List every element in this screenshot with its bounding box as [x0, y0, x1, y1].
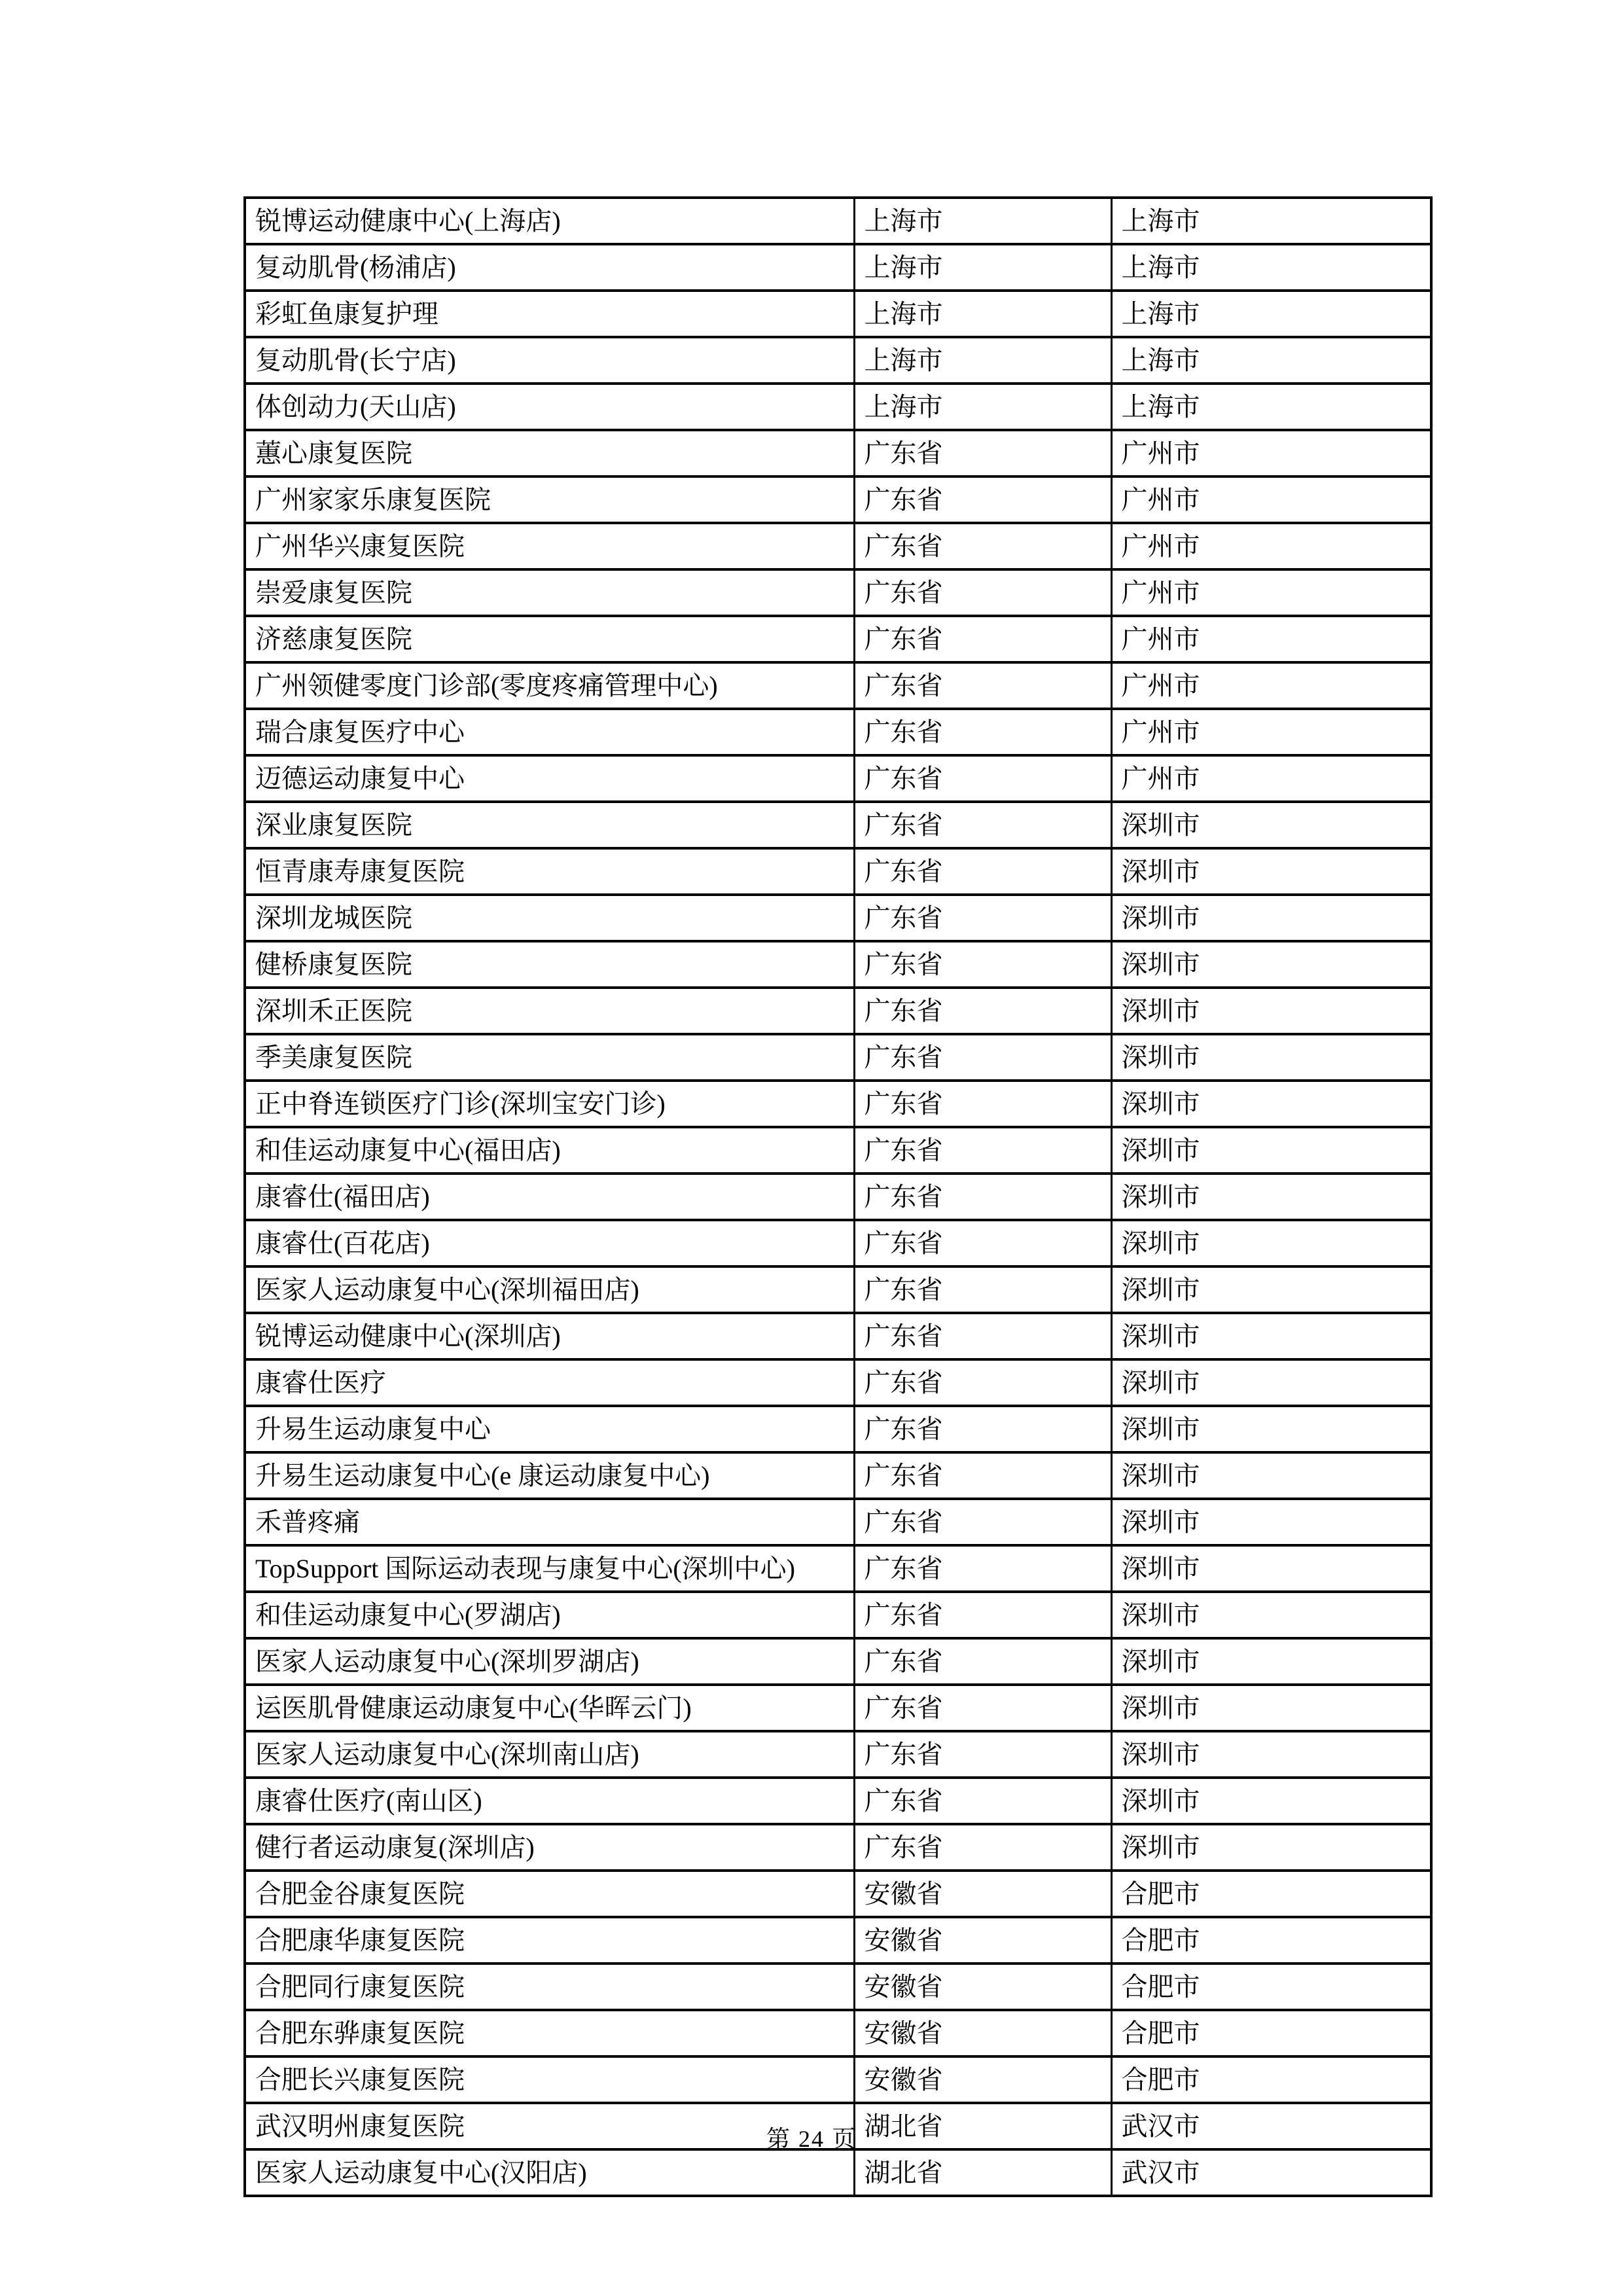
province-cell: 广东省	[854, 1824, 1111, 1871]
province-cell: 广东省	[854, 1499, 1111, 1545]
facility-name-cell: 武汉明州康复医院	[245, 2103, 854, 2149]
province-cell: 广东省	[854, 895, 1111, 941]
province-cell: 安徽省	[854, 1964, 1111, 2010]
table-row	[245, 1731, 1431, 1778]
facility-name-cell: 季美康复医院	[245, 1034, 854, 1081]
province-cell: 广东省	[854, 1174, 1111, 1220]
province-cell: 广东省	[854, 662, 1111, 709]
table-row	[245, 2056, 1431, 2103]
table-row	[245, 848, 1431, 895]
table-row	[245, 895, 1431, 941]
province-cell: 湖北省	[854, 2103, 1111, 2149]
province-cell: 广东省	[854, 569, 1111, 616]
facility-name-cell: 合肥长兴康复医院	[245, 2056, 854, 2103]
province-cell: 上海市	[854, 198, 1111, 244]
table-row	[245, 1871, 1431, 1917]
table-row	[245, 2149, 1431, 2196]
table-row	[245, 616, 1431, 662]
table-row	[245, 1638, 1431, 1685]
province-cell: 广东省	[854, 430, 1111, 476]
city-cell: 广州市	[1111, 755, 1431, 802]
city-cell: 深圳市	[1111, 1313, 1431, 1359]
city-cell: 深圳市	[1111, 941, 1431, 988]
table-row	[245, 802, 1431, 848]
facility-name-cell: 康睿仕(百花店)	[245, 1220, 854, 1266]
province-cell: 广东省	[854, 988, 1111, 1034]
province-cell: 广东省	[854, 523, 1111, 569]
city-cell: 合肥市	[1111, 1917, 1431, 1964]
city-cell: 深圳市	[1111, 1638, 1431, 1685]
table-row	[245, 523, 1431, 569]
facility-name-cell: 广州华兴康复医院	[245, 523, 854, 569]
table-row	[245, 1499, 1431, 1545]
city-cell: 深圳市	[1111, 1592, 1431, 1638]
facility-name-cell: 医家人运动康复中心(深圳罗湖店)	[245, 1638, 854, 1685]
city-cell: 深圳市	[1111, 1220, 1431, 1266]
facility-name-cell: 迈德运动康复中心	[245, 755, 854, 802]
facility-name-cell: 蕙心康复医院	[245, 430, 854, 476]
province-cell: 广东省	[854, 1266, 1111, 1313]
table-row	[245, 1174, 1431, 1220]
facility-name-cell: 医家人运动康复中心(深圳福田店)	[245, 1266, 854, 1313]
facility-name-cell: 升易生运动康复中心	[245, 1406, 854, 1452]
table-row	[245, 430, 1431, 476]
table-row	[245, 1592, 1431, 1638]
province-cell: 广东省	[854, 1638, 1111, 1685]
facility-name-cell: 合肥东骅康复医院	[245, 2010, 854, 2056]
province-cell: 广东省	[854, 755, 1111, 802]
facility-name-cell: 体创动力(天山店)	[245, 384, 854, 430]
province-cell: 广东省	[854, 709, 1111, 755]
province-cell: 广东省	[854, 1127, 1111, 1174]
table-row	[245, 941, 1431, 988]
facility-name-cell: 正中脊连锁医疗门诊(深圳宝安门诊)	[245, 1081, 854, 1127]
table-row	[245, 1127, 1431, 1174]
province-cell: 广东省	[854, 1034, 1111, 1081]
city-cell: 深圳市	[1111, 1081, 1431, 1127]
city-cell: 深圳市	[1111, 848, 1431, 895]
city-cell: 深圳市	[1111, 895, 1431, 941]
facility-name-cell: 瑞合康复医疗中心	[245, 709, 854, 755]
city-cell: 深圳市	[1111, 1174, 1431, 1220]
table-row	[245, 1917, 1431, 1964]
facility-name-cell: 合肥同行康复医院	[245, 1964, 854, 2010]
table-row	[245, 1359, 1431, 1406]
facility-name-cell: 济慈康复医院	[245, 616, 854, 662]
facility-name-cell: 彩虹鱼康复护理	[245, 291, 854, 337]
table-row	[245, 1778, 1431, 1824]
province-cell: 上海市	[854, 384, 1111, 430]
facility-name-cell: 复动肌骨(杨浦店)	[245, 244, 854, 291]
facility-name-cell: 复动肌骨(长宁店)	[245, 337, 854, 384]
province-cell: 广东省	[854, 616, 1111, 662]
table-row	[245, 198, 1431, 244]
city-cell: 广州市	[1111, 523, 1431, 569]
table-row	[245, 1266, 1431, 1313]
table-row	[245, 709, 1431, 755]
table-row	[245, 244, 1431, 291]
province-cell: 广东省	[854, 1778, 1111, 1824]
facility-name-cell: 康睿仕(福田店)	[245, 1174, 854, 1220]
table-row	[245, 755, 1431, 802]
province-cell: 广东省	[854, 1685, 1111, 1731]
table-row	[245, 337, 1431, 384]
facility-name-cell: 运医肌骨健康运动康复中心(华晖云门)	[245, 1685, 854, 1731]
city-cell: 合肥市	[1111, 1871, 1431, 1917]
table-row	[245, 1081, 1431, 1127]
table-row	[245, 384, 1431, 430]
city-cell: 深圳市	[1111, 802, 1431, 848]
table-row	[245, 1452, 1431, 1499]
city-cell: 合肥市	[1111, 2056, 1431, 2103]
province-cell: 广东省	[854, 1313, 1111, 1359]
facility-name-cell: 深业康复医院	[245, 802, 854, 848]
city-cell: 深圳市	[1111, 1545, 1431, 1592]
province-cell: 广东省	[854, 1406, 1111, 1452]
city-cell: 深圳市	[1111, 1034, 1431, 1081]
facility-name-cell: 禾普疼痛	[245, 1499, 854, 1545]
province-cell: 广东省	[854, 1452, 1111, 1499]
city-cell: 广州市	[1111, 709, 1431, 755]
city-cell: 上海市	[1111, 291, 1431, 337]
facility-table-body	[245, 198, 1431, 2196]
facility-name-cell: 和佳运动康复中心(福田店)	[245, 1127, 854, 1174]
facility-name-cell: 康睿仕医疗(南山区)	[245, 1778, 854, 1824]
city-cell: 广州市	[1111, 616, 1431, 662]
city-cell: 上海市	[1111, 337, 1431, 384]
facility-name-cell: 锐博运动健康中心(上海店)	[245, 198, 854, 244]
province-cell: 广东省	[854, 941, 1111, 988]
city-cell: 深圳市	[1111, 1499, 1431, 1545]
city-cell: 深圳市	[1111, 1266, 1431, 1313]
table-row	[245, 1406, 1431, 1452]
table-row	[245, 1313, 1431, 1359]
facility-name-cell: 崇爱康复医院	[245, 569, 854, 616]
facility-name-cell: 广州家家乐康复医院	[245, 476, 854, 523]
province-cell: 广东省	[854, 1220, 1111, 1266]
city-cell: 深圳市	[1111, 1685, 1431, 1731]
province-cell: 广东省	[854, 848, 1111, 895]
facility-name-cell: 合肥康华康复医院	[245, 1917, 854, 1964]
city-cell: 深圳市	[1111, 1127, 1431, 1174]
facility-name-cell: 深圳龙城医院	[245, 895, 854, 941]
province-cell: 广东省	[854, 1081, 1111, 1127]
province-cell: 广东省	[854, 476, 1111, 523]
province-cell: 广东省	[854, 1731, 1111, 1778]
city-cell: 广州市	[1111, 662, 1431, 709]
table-row	[245, 2010, 1431, 2056]
city-cell: 武汉市	[1111, 2149, 1431, 2196]
facility-name-cell: 医家人运动康复中心(汉阳店)	[245, 2149, 854, 2196]
table-row	[245, 1545, 1431, 1592]
province-cell: 安徽省	[854, 2056, 1111, 2103]
province-cell: 广东省	[854, 1545, 1111, 1592]
facility-name-cell: 和佳运动康复中心(罗湖店)	[245, 1592, 854, 1638]
table-row	[245, 1034, 1431, 1081]
facility-name-cell: 医家人运动康复中心(深圳南山店)	[245, 1731, 854, 1778]
page-footer: 第 24 页	[766, 2126, 857, 2152]
city-cell: 深圳市	[1111, 1778, 1431, 1824]
table-row	[245, 291, 1431, 337]
province-cell: 上海市	[854, 291, 1111, 337]
province-cell: 安徽省	[854, 1917, 1111, 1964]
facility-name-cell: 深圳禾正医院	[245, 988, 854, 1034]
city-cell: 上海市	[1111, 384, 1431, 430]
city-cell: 上海市	[1111, 198, 1431, 244]
city-cell: 深圳市	[1111, 1406, 1431, 1452]
province-cell: 广东省	[854, 802, 1111, 848]
table-row	[245, 1220, 1431, 1266]
facility-name-cell: 广州领健零度门诊部(零度疼痛管理中心)	[245, 662, 854, 709]
province-cell: 广东省	[854, 1592, 1111, 1638]
facility-name-cell: 恒青康寿康复医院	[245, 848, 854, 895]
city-cell: 合肥市	[1111, 1964, 1431, 2010]
facility-name-cell: 康睿仕医疗	[245, 1359, 854, 1406]
province-cell: 上海市	[854, 337, 1111, 384]
facility-name-cell: 健行者运动康复(深圳店)	[245, 1824, 854, 1871]
facility-name-cell: TopSupport 国际运动表现与康复中心(深圳中心)	[245, 1545, 854, 1592]
city-cell: 广州市	[1111, 476, 1431, 523]
table-row	[245, 1824, 1431, 1871]
city-cell: 合肥市	[1111, 2010, 1431, 2056]
city-cell: 武汉市	[1111, 2103, 1431, 2149]
table-row	[245, 988, 1431, 1034]
facility-name-cell: 健桥康复医院	[245, 941, 854, 988]
facility-name-cell: 升易生运动康复中心(e 康运动康复中心)	[245, 1452, 854, 1499]
city-cell: 深圳市	[1111, 1452, 1431, 1499]
city-cell: 深圳市	[1111, 1359, 1431, 1406]
province-cell: 广东省	[854, 1359, 1111, 1406]
city-cell: 深圳市	[1111, 1731, 1431, 1778]
facility-name-cell: 锐博运动健康中心(深圳店)	[245, 1313, 854, 1359]
province-cell: 上海市	[854, 244, 1111, 291]
table-row	[245, 476, 1431, 523]
city-cell: 广州市	[1111, 430, 1431, 476]
table-row	[245, 1685, 1431, 1731]
province-cell: 湖北省	[854, 2149, 1111, 2196]
facility-name-cell: 合肥金谷康复医院	[245, 1871, 854, 1917]
city-cell: 深圳市	[1111, 1824, 1431, 1871]
table-row	[245, 1964, 1431, 2010]
city-cell: 广州市	[1111, 569, 1431, 616]
table-row	[245, 569, 1431, 616]
city-cell: 上海市	[1111, 244, 1431, 291]
facility-table	[243, 196, 1433, 2197]
province-cell: 安徽省	[854, 2010, 1111, 2056]
province-cell: 安徽省	[854, 1871, 1111, 1917]
city-cell: 深圳市	[1111, 988, 1431, 1034]
table-row	[245, 662, 1431, 709]
